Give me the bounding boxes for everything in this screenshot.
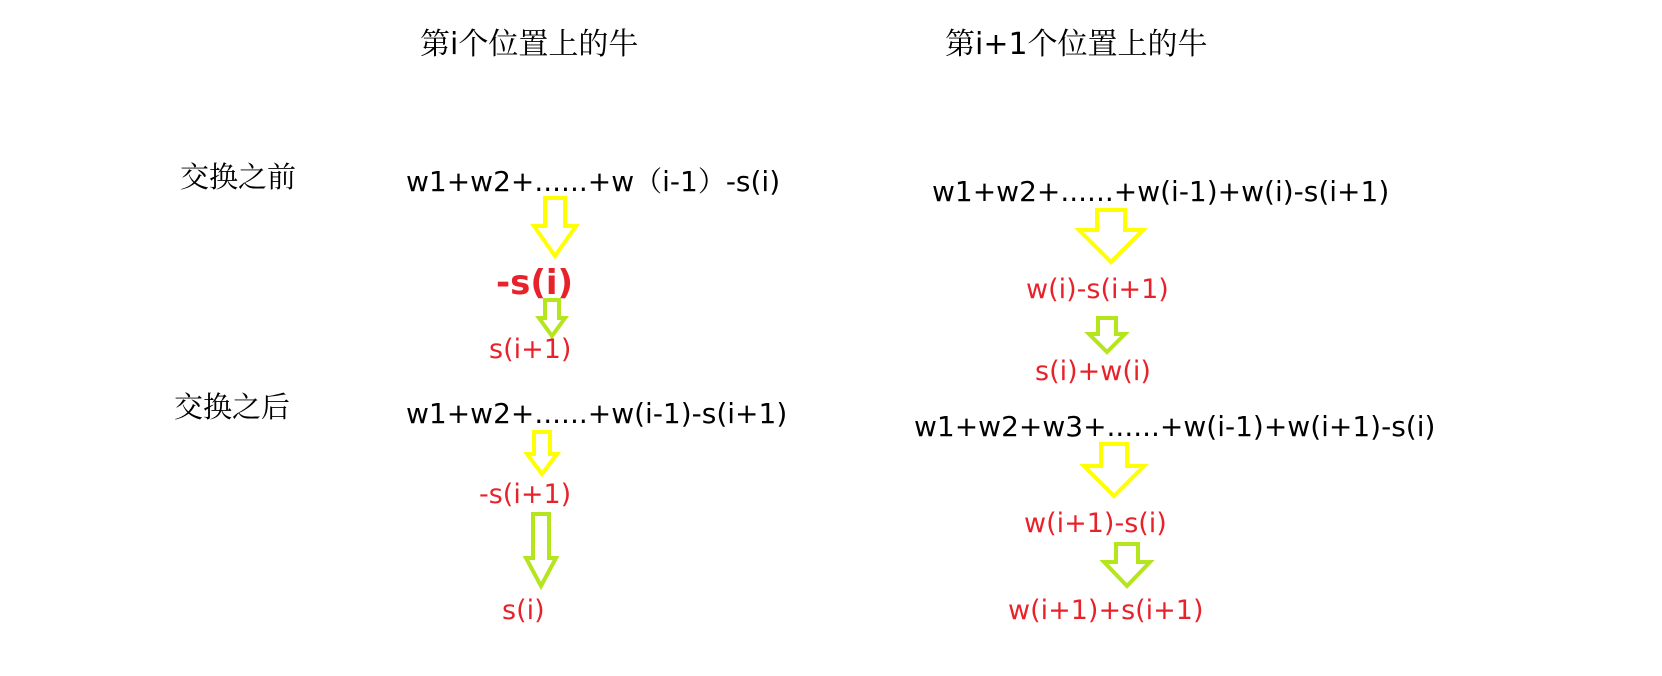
row-label-after: 交换之后 bbox=[174, 390, 291, 424]
before-left-step1: -s(i) bbox=[496, 263, 574, 303]
green-down-arrow-icon bbox=[1087, 316, 1127, 354]
after-left-formula: w1+w2+......+w(i-1)-s(i+1) bbox=[406, 397, 788, 430]
before-right-step1: w(i)-s(i+1) bbox=[1026, 274, 1169, 305]
before-left-formula: w1+w2+......+w（i-1）-s(i) bbox=[406, 165, 781, 198]
before-left-step2: s(i+1) bbox=[489, 334, 572, 365]
yellow-down-arrow-icon bbox=[1077, 208, 1145, 264]
yellow-down-arrow-icon bbox=[525, 430, 559, 476]
before-right-step2: s(i)+w(i) bbox=[1035, 356, 1151, 387]
after-right-step1: w(i+1)-s(i) bbox=[1024, 508, 1167, 539]
header-left: 第i个位置上的牛 bbox=[420, 27, 639, 62]
after-left-step1: -s(i+1) bbox=[479, 479, 572, 510]
after-right-formula: w1+w2+w3+......+w(i-1)+w(i+1)-s(i) bbox=[914, 410, 1436, 443]
row-label-before: 交换之前 bbox=[180, 160, 297, 194]
yellow-down-arrow-icon bbox=[1082, 442, 1146, 498]
after-right-step2: w(i+1)+s(i+1) bbox=[1008, 595, 1204, 626]
before-right-formula: w1+w2+......+w(i-1)+w(i)-s(i+1) bbox=[932, 175, 1390, 208]
after-left-step2: s(i) bbox=[502, 595, 545, 626]
header-right: 第i+1个位置上的牛 bbox=[945, 27, 1208, 62]
green-down-arrow-icon bbox=[1102, 542, 1152, 588]
yellow-down-arrow-icon bbox=[532, 196, 578, 258]
green-down-arrow-icon bbox=[524, 512, 558, 588]
green-down-arrow-icon bbox=[537, 298, 567, 338]
